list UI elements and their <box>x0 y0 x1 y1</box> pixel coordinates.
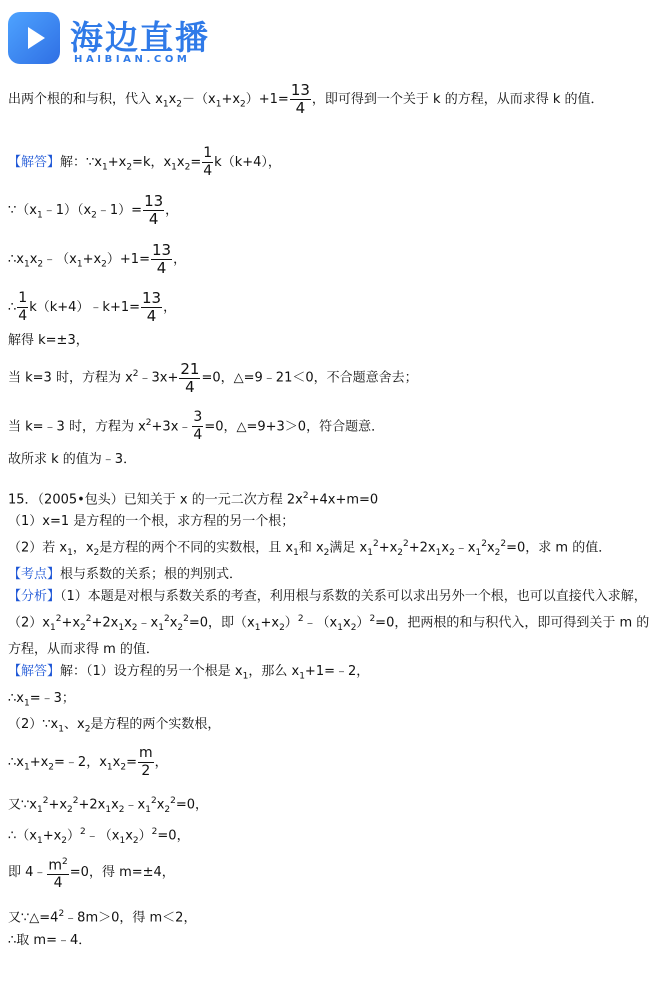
text-line: ∴ $\frac{1}{4}$ k（k+4）﹣k+1= $\frac{13}{4}$ ， <box>8 289 177 326</box>
fraction: $\frac{13}{4}$ <box>142 289 162 326</box>
text-line: 当 k=﹣3 时，方程为 $x^2+3x﹣$ $\frac{3}{4}$ =0，△=9+3＞0，符合题意． <box>8 409 385 444</box>
text-line: 故所求 k 的值为﹣3． <box>8 452 137 468</box>
point-tag: 【考点】 <box>8 567 61 583</box>
fraction: $\frac{3}{4}$ <box>193 409 203 444</box>
fraction: $\frac{m^2}{4}$ <box>47 854 68 893</box>
text-line: 【解答】解：$\because x_1+x_2=k$，$x_1x_2=$ $\frac{1}{4}$ k（k+4）， <box>8 144 281 179</box>
fraction: $\frac{13}{4}$ <box>144 192 164 229</box>
analysis-tag: 【分析】 <box>8 589 61 605</box>
solution-line: $(2)\because x_1$、$x_2$是方程的两个实数根， <box>8 717 221 735</box>
brand-url[interactable]: HAIBIAN.COM <box>74 54 191 65</box>
text-line: 解得 k=±3， <box>8 333 89 349</box>
text-line: $\because(x_1﹣1)(x_2﹣1)=$ $\frac{13}{4}$ ， <box>8 192 179 229</box>
text-line: 当 k=3 时，方程为 $x^2﹣3x+$ $\frac{21}{4}$ =0，△=9﹣21＜0，不合题意舍去； <box>8 359 418 396</box>
point-line: 【考点】根与系数的关系；根的判别式． <box>8 567 243 583</box>
fraction: $\frac{21}{4}$ <box>180 359 200 396</box>
solution-line: 又$\because x_1^2+x_2^2+2x_1x_2﹣x_1^2x_2^2=0$， <box>8 795 209 815</box>
fraction: $\frac{13}{4}$ <box>151 240 172 277</box>
text-line: 出两个根的和与积，代入 $x_1x_2-(x_1+x_2)+1=$ $\frac{13}{4}$ ，即可得到一个关于 k 的方程，从而求得 k 的值． <box>8 81 604 117</box>
solution-line: $\therefore x_1+x_2=﹣2$，$x_1x_2=$ $\frac{m}{2}$ ， <box>8 744 168 779</box>
analysis-line: 【分析】（1）本题是对根与系数关系的考查，利用根与系数的关系可以求出另外一个根，也可以直接代入求解， <box>8 589 647 605</box>
fraction: $\frac{1}{4}$ <box>203 144 213 179</box>
solution-line: 即 4﹣ $\frac{m^2}{4}$ =0，得 m=±4， <box>8 851 660 895</box>
question-title: 15．（2005•包头）已知关于 x 的一元二次方程 $2x^2+4x+m=0$ <box>8 491 379 508</box>
solution-line: $\therefore(x_1+x_2)^2﹣(x_1x_2)^2=0$， <box>8 826 190 846</box>
play-logo-icon[interactable] <box>8 12 60 64</box>
analysis-line: $(2)x_1^2+x_2^2+2x_1x_2﹣x_1^2x_2^2=0$，即$(x_1+x_2)^2﹣(x_1x_2)^2=0$，把两根的和与积代入，即可得到关于 m 的方程，从而求得 m 的值． <box>8 614 650 658</box>
text-line: $\therefore x_1x_2﹣(x_1+x_2)+1=$ $\frac{13}{4}$ ， <box>8 240 187 277</box>
fraction: $\frac{1}{4}$ <box>18 290 28 325</box>
solution-line: $\therefore x_1=﹣3$； <box>8 690 75 709</box>
fraction: $\frac{13}{4}$ <box>290 81 310 117</box>
document-body <box>8 78 660 952</box>
fraction: $\frac{m}{2}$ <box>138 744 153 779</box>
answer-tag: 【解答】 <box>8 154 61 170</box>
question-part: （1）x=1 是方程的一个根，求方程的另一个根； <box>8 514 295 530</box>
answer-tag: 【解答】 <box>8 664 61 680</box>
question-part: （2）若 $x_1$，$x_2$是方程的两个不同的实数根，且 $x_1$和 $x_2$满足 $x_1^2+x_2^2+2x_1x_2﹣x_1^2x_2^2=0$，求 m 的值． <box>8 539 612 559</box>
solution-line: ∴取 m=﹣4． <box>8 932 92 948</box>
brand-name[interactable]: 海边直播 <box>70 18 210 57</box>
site-header <box>8 8 308 68</box>
solution-line: 【解答】解：（1）设方程的另一个根是 $x_1$，那么 $x_1+1=﹣2$， <box>8 664 370 682</box>
solution-line: 又$\because\triangle=4^2﹣8m>0$，得 m＜2， <box>8 909 197 926</box>
